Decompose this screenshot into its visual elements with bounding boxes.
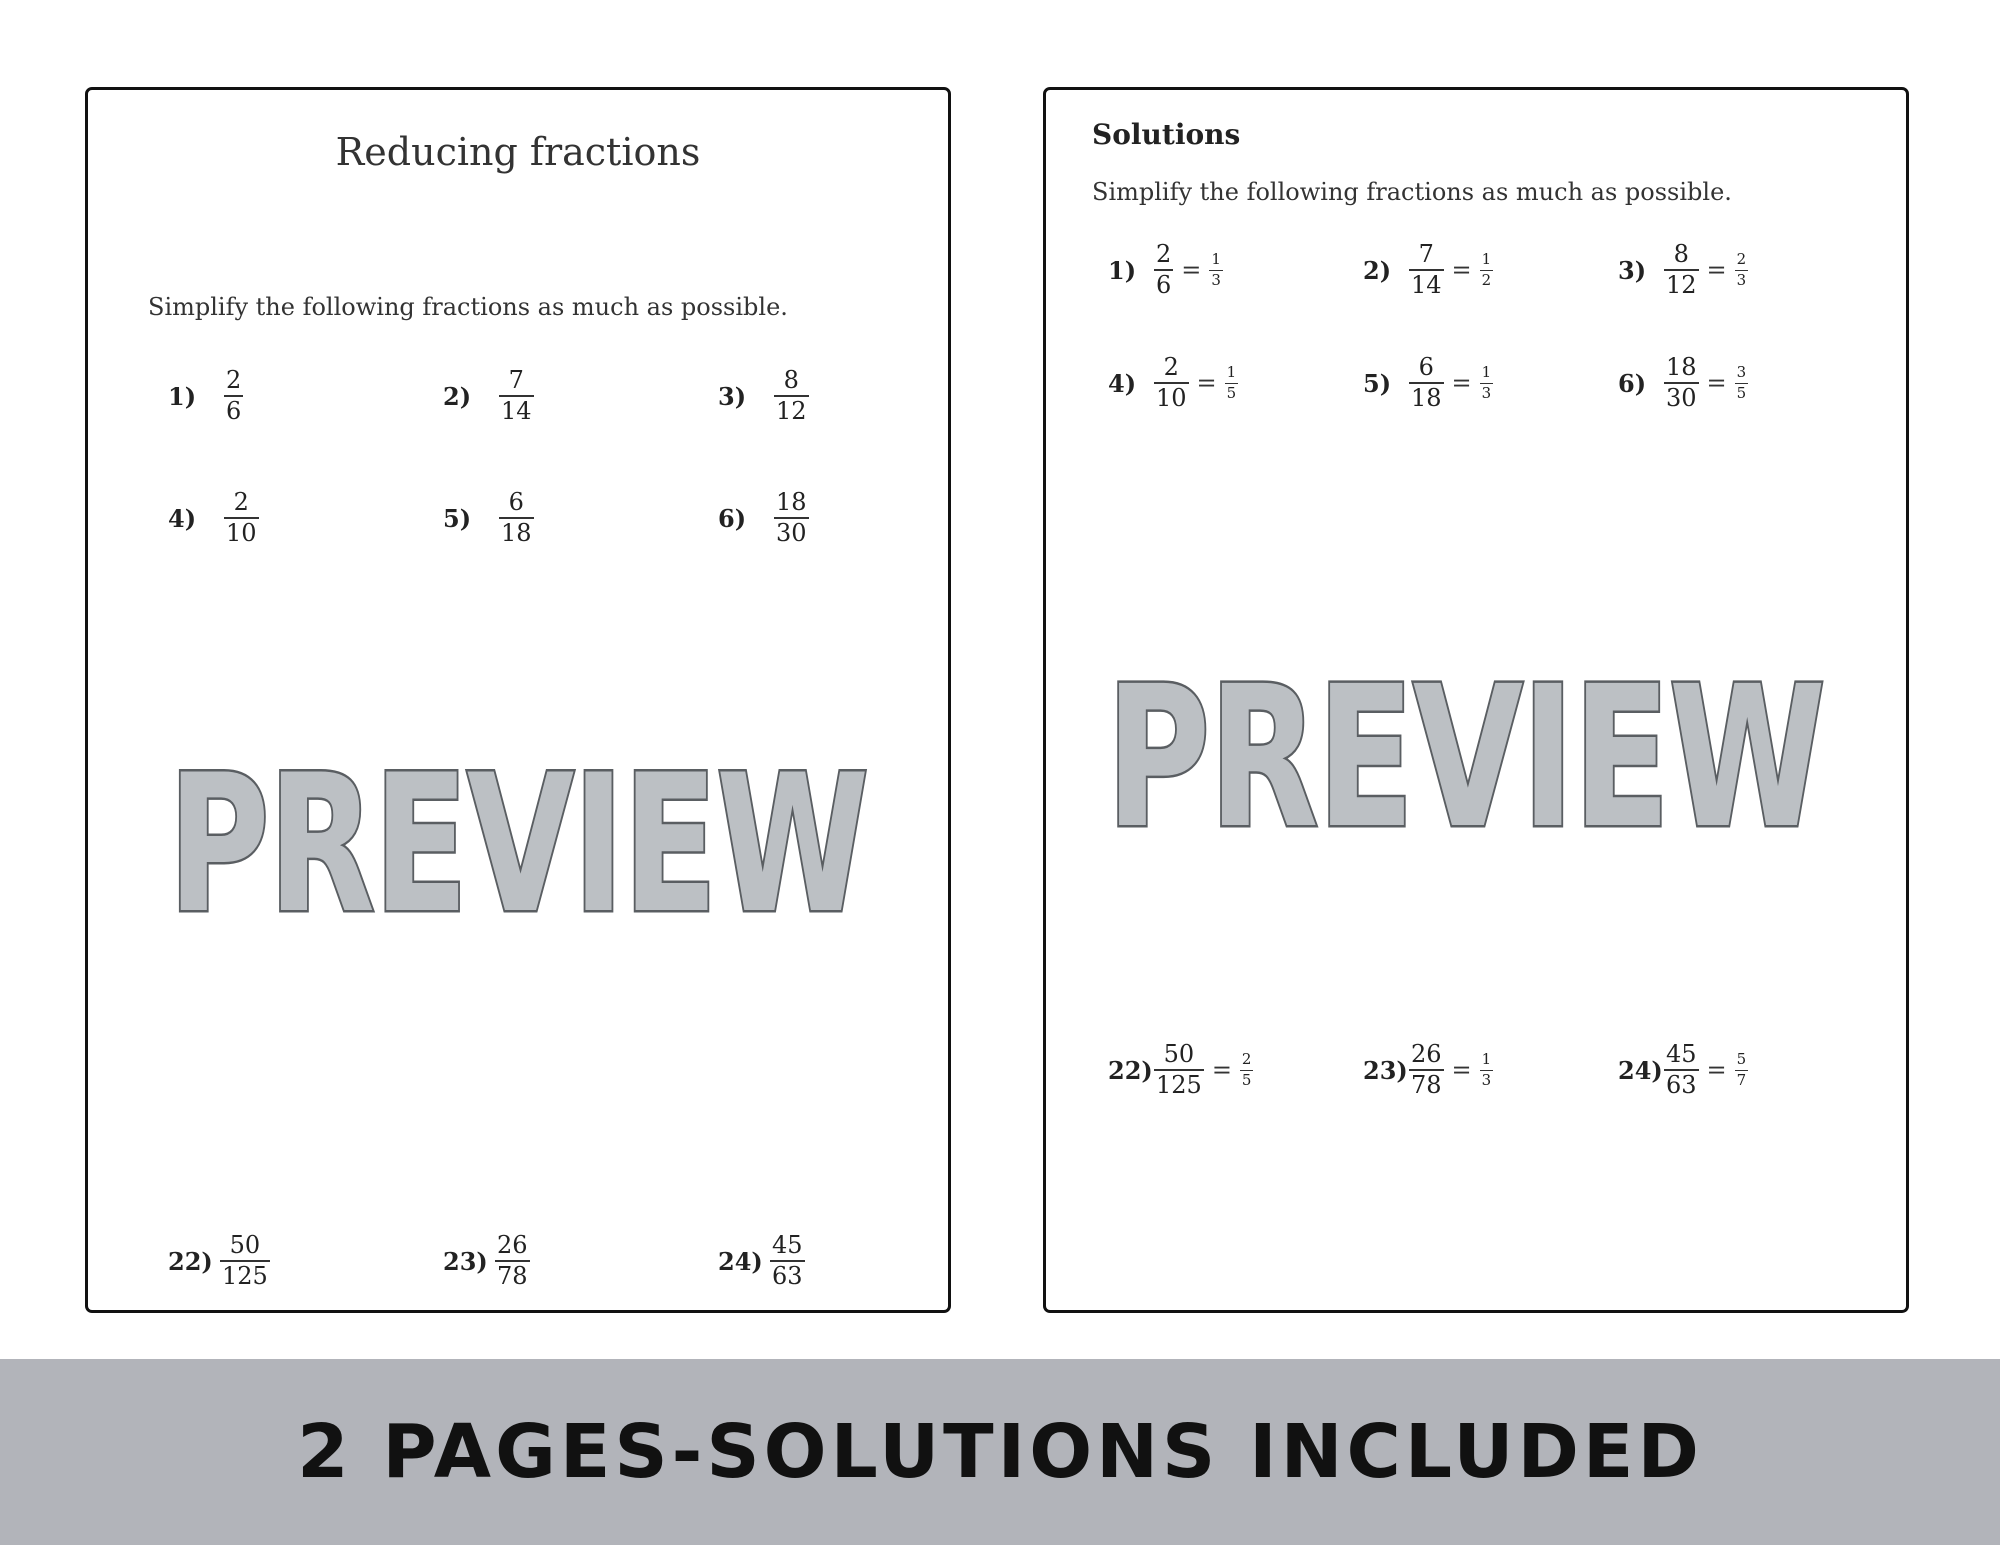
solution-problem-3	[1618, 242, 1748, 298]
problem-number: 4)	[1108, 368, 1137, 398]
answer-fraction: $\frac{1}{3}$	[1481, 1049, 1492, 1089]
equals-sign: =	[1706, 369, 1727, 398]
fraction: $\frac{45}{63}$	[1666, 1040, 1697, 1100]
equals-sign: =	[1451, 1056, 1472, 1085]
fraction: $\frac{26}{78}$	[497, 1231, 528, 1291]
answer-fraction: $\frac{1}{3}$	[1481, 362, 1492, 402]
fraction: $\frac{45}{63}$	[772, 1231, 803, 1291]
problem-number: 6)	[1618, 368, 1647, 398]
fraction: $\frac{7}{14}$	[501, 366, 532, 426]
answer-fraction: $\frac{1}{5}$	[1226, 362, 1237, 402]
solutions-page	[1043, 87, 1909, 1313]
fraction: $\frac{6}{18}$	[1411, 353, 1442, 413]
fraction: $\frac{7}{14}$	[1411, 240, 1442, 300]
worksheet-problem-1	[168, 368, 243, 424]
answer-fraction: $\frac{1}{3}$	[1211, 249, 1221, 289]
solution-problem-2	[1363, 242, 1493, 298]
problem-number: 5)	[1363, 368, 1392, 398]
problem-number: 2)	[443, 381, 472, 411]
fraction: $\frac{8}{12}$	[1666, 240, 1697, 300]
worksheet-problem-22	[168, 1233, 270, 1289]
problem-number: 5)	[443, 503, 472, 533]
worksheet-problem-5	[443, 490, 534, 546]
answer-fraction: $\frac{2}{3}$	[1736, 249, 1747, 289]
equals-sign: =	[1196, 369, 1217, 398]
equals-sign: =	[1451, 256, 1472, 285]
bottom-banner	[0, 1359, 2000, 1545]
equals-sign: =	[1706, 256, 1727, 285]
solution-problem-1	[1108, 242, 1223, 298]
fraction: $\frac{26}{78}$	[1411, 1040, 1442, 1100]
answer-fraction: $\frac{2}{5}$	[1241, 1049, 1252, 1089]
problem-number: 1)	[1108, 255, 1137, 285]
solution-problem-6	[1618, 355, 1748, 411]
equals-sign: =	[1181, 256, 1202, 285]
problem-number: 22)	[1108, 1055, 1153, 1085]
problem-number: 3)	[1618, 255, 1647, 285]
solutions-instruction: Simplify the following fractions as much as possible.	[1092, 178, 1732, 206]
solution-problem-24	[1618, 1042, 1748, 1098]
worksheet-problem-23	[443, 1233, 530, 1289]
worksheet-page	[85, 87, 951, 1313]
problem-number: 1)	[168, 381, 197, 411]
answer-fraction: $\frac{1}{2}$	[1481, 249, 1492, 289]
solution-problem-4	[1108, 355, 1238, 411]
banner-text: 2 PAGES-SOLUTIONS INCLUDED	[297, 1409, 1703, 1495]
worksheet-problem-2	[443, 368, 534, 424]
problem-number: 6)	[718, 503, 747, 533]
solutions-heading: Solutions	[1092, 118, 1241, 151]
equals-sign: =	[1451, 369, 1472, 398]
fraction: $\frac{2}{6}$	[226, 366, 242, 426]
problem-number: 24)	[1618, 1055, 1663, 1085]
worksheet-problem-24	[718, 1233, 805, 1289]
worksheet-title: Reducing fractions	[335, 130, 701, 174]
solution-problem-23	[1363, 1042, 1493, 1098]
problem-number: 23)	[443, 1246, 488, 1276]
problem-number: 24)	[718, 1246, 763, 1276]
worksheet-problem-3	[718, 368, 809, 424]
fraction: $\frac{2}{6}$	[1156, 240, 1172, 300]
answer-fraction: $\frac{3}{5}$	[1736, 362, 1747, 402]
equals-sign: =	[1706, 1056, 1727, 1085]
solution-problem-22	[1108, 1042, 1253, 1098]
problem-number: 22)	[168, 1246, 213, 1276]
fraction: $\frac{6}{18}$	[501, 488, 532, 548]
fraction: $\frac{50}{125}$	[222, 1231, 268, 1291]
fraction: $\frac{50}{125}$	[1156, 1040, 1202, 1100]
fraction: $\frac{2}{10}$	[226, 488, 257, 548]
worksheet-problem-4	[168, 490, 259, 546]
problem-number: 23)	[1363, 1055, 1408, 1085]
problem-number: 2)	[1363, 255, 1392, 285]
worksheet-instruction: Simplify the following fractions as much as possible.	[148, 293, 788, 321]
fraction: $\frac{8}{12}$	[776, 366, 807, 426]
fraction: $\frac{18}{30}$	[1666, 353, 1697, 413]
preview-watermark: PREVIEW	[168, 734, 868, 955]
problem-number: 3)	[718, 381, 747, 411]
equals-sign: =	[1211, 1056, 1232, 1085]
fraction: $\frac{18}{30}$	[776, 488, 807, 548]
preview-watermark: PREVIEW	[1106, 644, 1825, 871]
answer-fraction: $\frac{5}{7}$	[1736, 1049, 1747, 1089]
solution-problem-5	[1363, 355, 1493, 411]
fraction: $\frac{2}{10}$	[1156, 353, 1187, 413]
worksheet-problem-6	[718, 490, 809, 546]
problem-number: 4)	[168, 503, 197, 533]
